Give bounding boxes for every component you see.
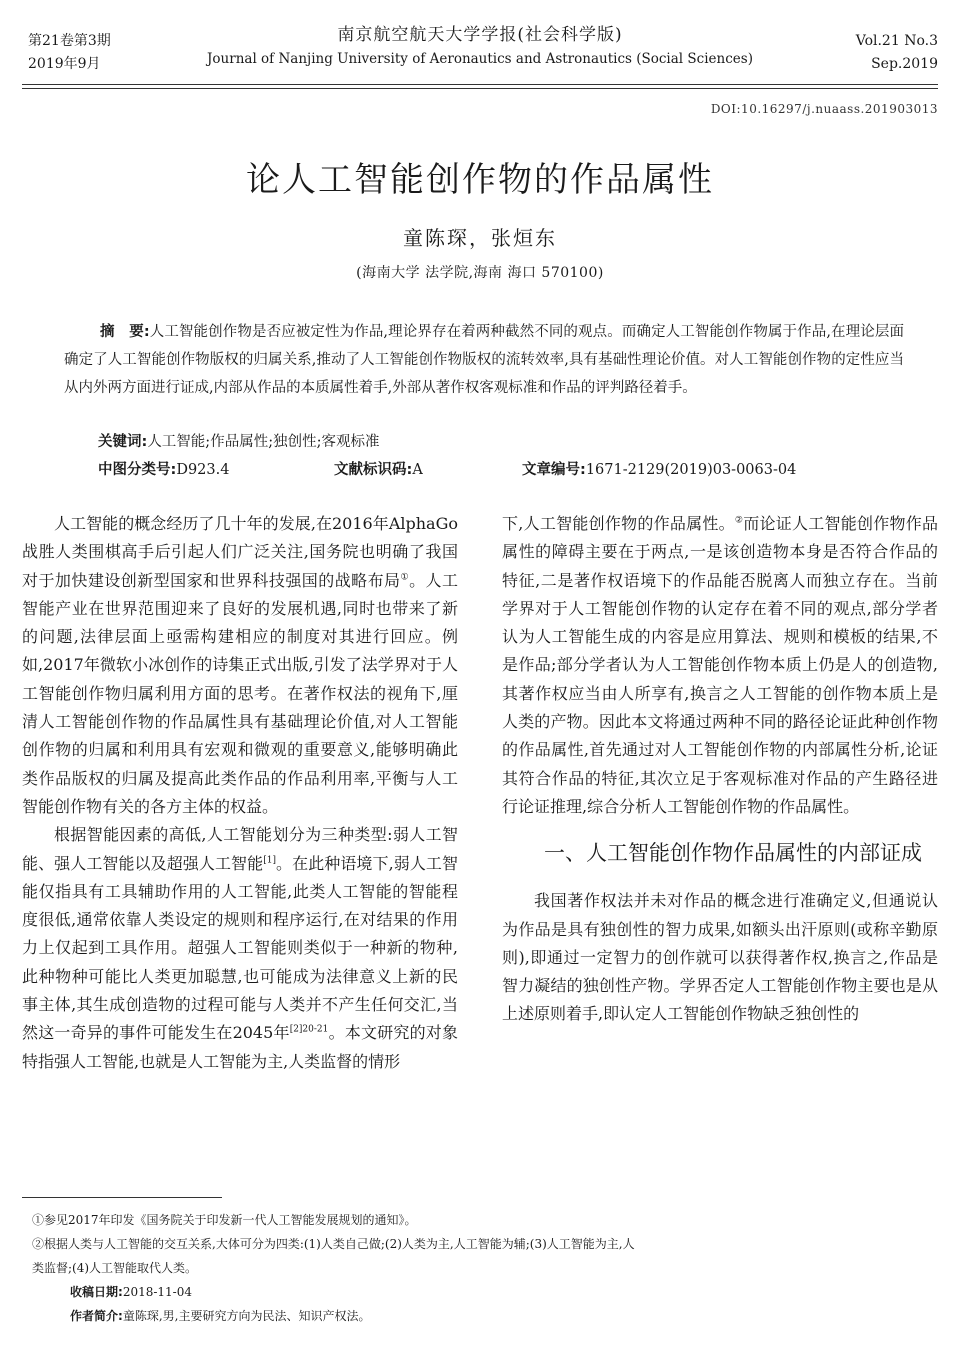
author-bio — [32, 1304, 932, 1328]
footnote-2-cont: 类监督;(4)人工智能取代人类。 — [32, 1261, 198, 1275]
article-title: 论人工智能创作物的作品属性 — [246, 160, 714, 200]
text-run: 人工智能的概念经历了几十年的发展,在2016年AlphaGo战胜人类围棋高手后引起人们广泛关注,国务院也明确了我国对于加快建设创新型国家和世界科技强国的战略布局 — [22, 514, 458, 590]
author-bio-text: 童陈琛,男,主要研究方向为民法、知识产权法。 — [122, 1309, 371, 1323]
article-authors: 童陈琛，张烜东 — [403, 226, 557, 250]
text-run: 。在此种语境下,弱人工智能仅指具有工具辅助作用的人工智能,此类人工智能的智能程度很低,通常依靠人类设定的规则和程序运行,在对结果的作用力上仅起到工具作用。超强人工智能则类似于一种新的物种,此种物种可能比人类更加聪慧,也可能成为法律意义上新的民事主体,其生成创造物的过程可能与人类并不产生任何交汇,当然这一奇异的事件可能发生在2045年 — [22, 853, 458, 1043]
header-volume-en-block — [856, 30, 938, 76]
date-cn: 2019年9月 — [28, 56, 101, 72]
header-rule — [22, 84, 938, 85]
articleno-label: 文章编号: — [522, 462, 586, 478]
abstract-text: 人工智能创作物是否应被定性为作品,理论界存在着两种截然不同的观点。而确定人工智能创作物属于作品,在理论层面确定了人工智能创作物版权的归属关系,推动了人工智能创作物版权的流转效率,具有基础性理论价值。对人工智能创作物的定性应当从内外两方面进行证成,内部从作品的本质属性着手,外部从著作权客观标准和作品的评判路径着手。 — [64, 324, 904, 396]
clc-value: D923.4 — [176, 462, 230, 478]
journal-title-cn: 南京航空航天大学学报(社会科学版) — [337, 25, 623, 45]
footnote-rule — [22, 1197, 222, 1198]
section-heading: 一、人工智能创作物作品属性的内部证成 — [544, 841, 922, 866]
date-en: Sep.2019 — [871, 56, 938, 72]
articleno-item — [522, 458, 796, 479]
journal-title-block — [190, 20, 770, 67]
keywords-text: 人工智能;作品属性;独创性;客观标准 — [147, 434, 380, 450]
body-paragraph — [22, 821, 458, 1076]
body-paragraph: 我国著作权法并未对作品的概念进行准确定义,但通说认为作品是具有独创性的智力成果,如额头出汗原则(或称辛勤原则),即通过一定智力的创作就可以获得著作权,换言之,作品是智力凝结的独创性产物。学界否定人工智能创作物主要也是从上述原则着手,即认定人工智能创作物缺乏独创性的 — [502, 891, 938, 1024]
received-value: 2018-11-04 — [122, 1285, 192, 1299]
header-volume-block — [28, 30, 111, 76]
received-label: 收稿日期: — [70, 1285, 123, 1299]
journal-title-en: Journal of Nanjing University of Aeronautics and Astronautics (Social Sciences) — [207, 51, 753, 67]
article-affiliation: (海南大学 法学院,海南 海口 570100) — [356, 265, 604, 281]
text-run: 下,人工智能创作物的作品属性。 — [502, 514, 735, 533]
clc-item — [98, 458, 229, 479]
text-run: 根据智能因素的高低,人工智能划分为三种类型:弱人工智能、强人工智能以及超强人工智能 — [22, 825, 458, 873]
header-rule-thin — [22, 88, 938, 89]
received-date — [32, 1280, 932, 1304]
doccode-label: 文献标识码: — [334, 462, 413, 478]
abstract — [64, 318, 904, 402]
abstract-label: 摘 要: — [100, 324, 150, 340]
footnote-2: ②根据人类与人工智能的交互关系,大体可分为四类:(1)人类自己做;(2)人类为主,人工智能为辅;(3)人工智能为主,人 — [32, 1237, 635, 1251]
volume-cn: 第21卷第3期 — [28, 33, 111, 49]
footnote-marker: ② — [734, 515, 744, 526]
doccode-value: A — [412, 462, 423, 478]
volume-en: Vol.21 No.3 — [855, 33, 938, 49]
text-run: 。人工智能产业在世界范围迎来了良好的发展机遇,同时也带来了新的问题,法律层面上亟需构建相应的制度对其进行回应。例如,2017年微软小冰创作的诗集正式出版,引发了法学界对于人工智能创作物归属利用方面的思考。在著作权法的视角下,厘清人工智能创作物的作品属性具有基础理论价值,对人工智能创作物的归属和利用具有宏观和微观的重要意义,能够明确此类作品版权的归属及提高此类作品的作品利用率,平衡与人工智能创作物有关的各方主体的权益。 — [22, 570, 458, 816]
citation-marker: [2]20-21 — [289, 1025, 329, 1036]
footnotes — [32, 1208, 932, 1328]
footnote-marker: ① — [400, 572, 410, 583]
clc-label: 中图分类号: — [98, 462, 177, 478]
footnote-1: ①参见2017年印发《国务院关于印发新一代人工智能发展规划的通知》。 — [32, 1213, 417, 1227]
text-run: 。本文研究的对象特指强人工智能,也就是人工智能为主,人类监督的情形 — [22, 1023, 458, 1071]
keywords-label: 关键词: — [98, 434, 148, 450]
doccode-item — [334, 458, 423, 479]
citation-marker: [1] — [263, 855, 276, 866]
doi: DOI:10.16297/j.nuaass.201903013 — [710, 102, 938, 116]
body-left-column — [22, 510, 458, 1076]
articleno-value: 1671-2129(2019)03-0063-04 — [585, 462, 797, 478]
text-run: 而论证人工智能创作物作品属性的障碍主要在于两点,一是该创造物本身是否符合作品的特征,二是著作权语境下的作品能否脱离人而独立存在。当前学界对于人工智能创作物的认定存在着不同的观点,部分学者认为人工智能生成的内容是应用算法、规则和模板的结果,不是作品;部分学者认为人工智能创作物本质上仍是人的创造物,其著作权应当由人所享有,换言之人工智能的创作物本质上是人类的产物。因此本文将通过两种不同的路径论证此种创作物的作品属性,首先通过对人工智能创作物的内部属性分析,论证其符合作品的特征,其次立足于客观标准对作品的产生路径进行论证推理,综合分析人工智能创作物的作品属性。 — [502, 514, 938, 816]
body-paragraph — [22, 510, 458, 821]
body-paragraph — [502, 510, 938, 821]
keywords — [98, 430, 379, 451]
author-bio-label: 作者简介: — [70, 1309, 123, 1323]
body-right-column — [502, 510, 938, 1029]
